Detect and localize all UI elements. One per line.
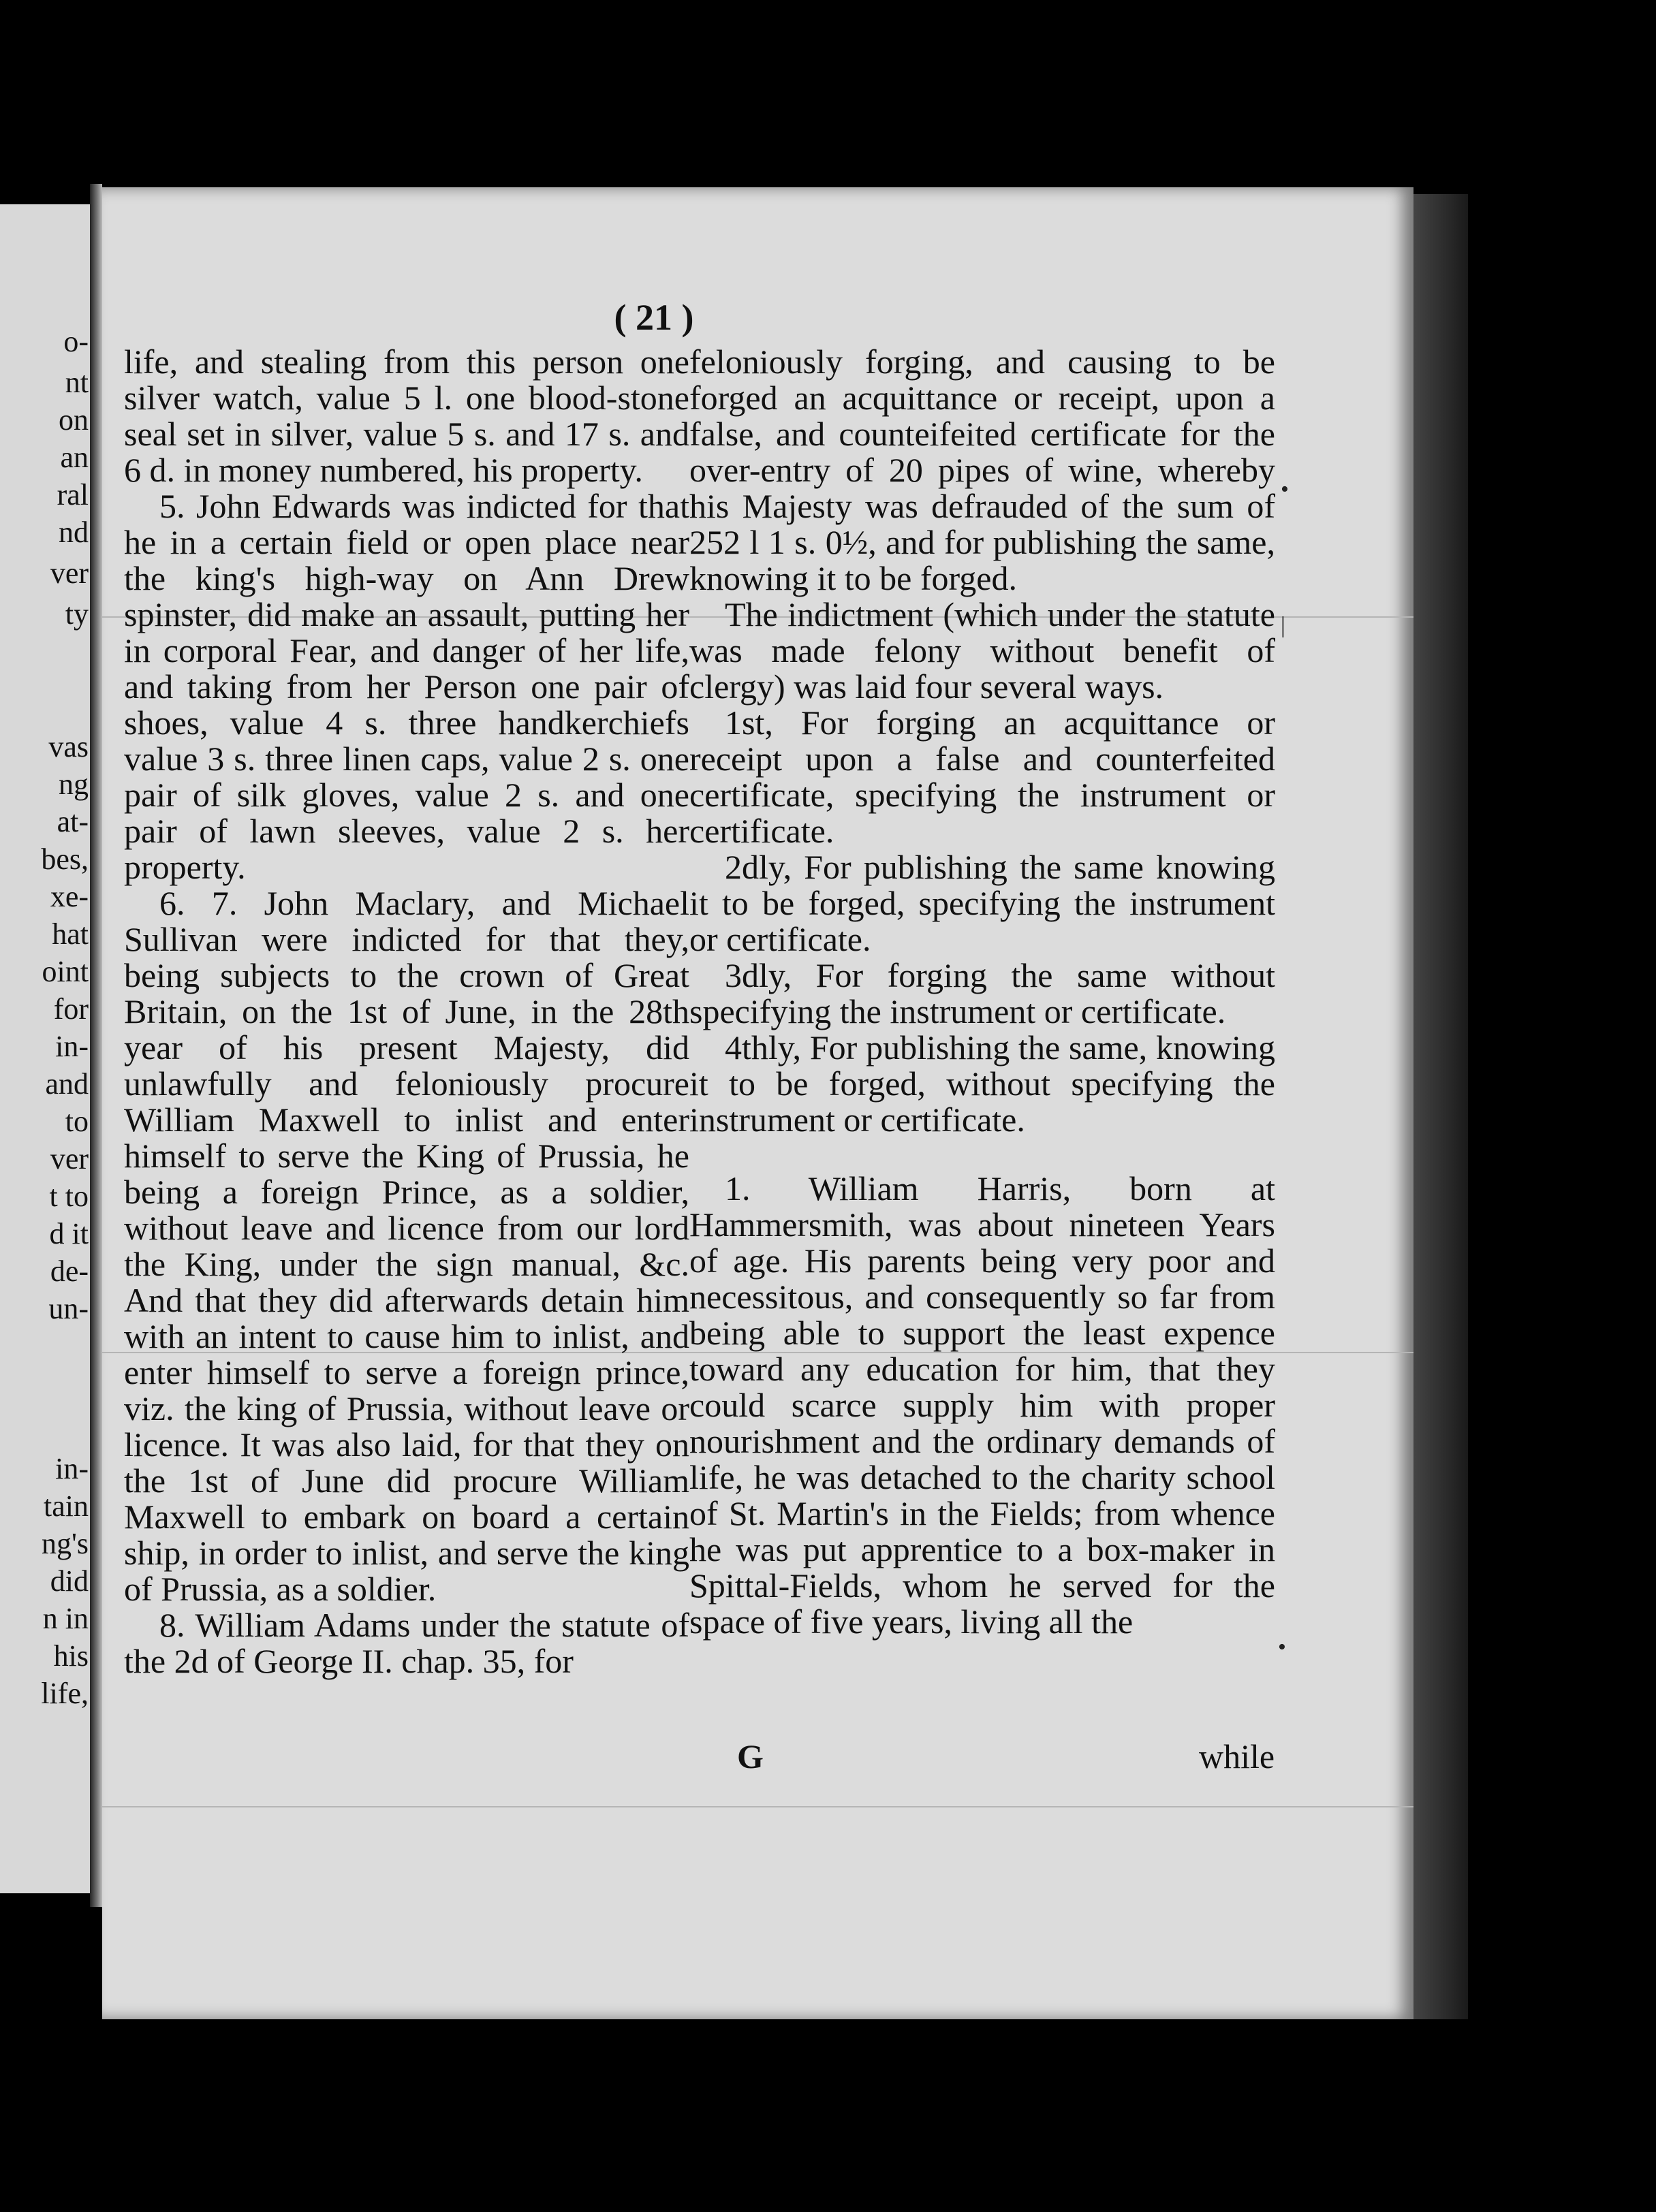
facing-page-fragment bbox=[0, 204, 95, 1893]
facing-page-text-fragment: and bbox=[45, 1067, 89, 1101]
paragraph: 1st, For forging an acquittance or receipt upon a false and counterfeited certificate, specifying the instrument or certificate. bbox=[689, 704, 1275, 850]
facing-page-text-fragment: tain bbox=[44, 1489, 89, 1523]
book-gutter bbox=[90, 184, 102, 1907]
paragraph: 1. William Harris, born at Hammersmith, was about nineteen Years of age. His parents being very poor and necessitous, and consequently so far from being able to support the least expence toward any education for him, that they could scarce supply him with proper nourishment and the ordinary demands of life, he was detached to the charity school of St. Martin's in the Fields; from whence he was put apprentice to a box-maker in Spittal-Fields, whom he served for the space of five years, living all the bbox=[689, 1169, 1275, 1641]
facing-page-text-fragment: ng's bbox=[41, 1527, 89, 1560]
facing-page-text-fragment: did bbox=[50, 1564, 89, 1598]
facing-page-text-fragment: for bbox=[53, 992, 89, 1026]
paragraph: feloniously forging, and causing to be forged an acquittance or receipt, upon a false, and counteifeited certificate for the over-entry of 20 pipes of wine, whereby his Majesty was defrauded of the sum of 252 l 1 s. 0½, and for publishing the same, knowing it to be forged. bbox=[689, 343, 1275, 597]
page-edge-stack bbox=[1413, 194, 1468, 2019]
paragraph: 5. John Edwards was indicted for that he in a certain field or open place near the king's high-way on Ann Drew spinster, did make an assault, putting her in corporal Fear, and danger of her life, and taking from her Person one pair of shoes, value 4 s. three handkerchiefs value 3 s. three linen caps, value 2 s. one pair of silk gloves, value 2 s. and one pair of lawn sleeves, value 2 s. her property. bbox=[124, 487, 689, 886]
ink-speck: • bbox=[1278, 1634, 1286, 1660]
facing-page-text-fragment: nd bbox=[59, 516, 89, 549]
signature-mark: G bbox=[737, 1737, 764, 1775]
facing-page-text-fragment: in- bbox=[55, 1030, 89, 1063]
facing-page-text-fragment: at- bbox=[57, 805, 89, 838]
paragraph: 8. William Adams under the statute of the 2d of George II. chap. 35, for bbox=[124, 1606, 689, 1680]
facing-page-text-fragment: ty bbox=[65, 597, 89, 631]
facing-page-text-fragment: ng bbox=[59, 768, 89, 801]
facing-page-text-fragment: de- bbox=[50, 1254, 89, 1288]
paragraph: 6. 7. John Maclary, and Michael Sullivan were indicted for that they, being subjects to the crown of Great Britain, on the 1st of June, in the 28th year of his present Majesty, did unlawfully and feloniously procure William Maxwell to inlist and enter himself to serve the King of Prussia, he being a foreign Prince, as a soldier, without leave and licence from our lord the King, under the sign manual, &c. And that they did afterwards detain him with an intent to cause him to inlist, and enter himself to serve a foreign prince, viz. the king of Prussia, without leave or licence. It was also laid, for that they on the 1st of June did procure William Maxwell to embark on board a certain ship, in order to inlist, and serve the king of Prussia, as a soldier. bbox=[124, 884, 689, 1608]
scan-rule-line bbox=[102, 1806, 1413, 1807]
facing-page-text-fragment: nt bbox=[65, 366, 89, 399]
facing-page-text-fragment: to bbox=[65, 1105, 89, 1138]
facing-page-text-fragment: n in bbox=[42, 1602, 89, 1635]
facing-page-text-fragment: in- bbox=[55, 1452, 89, 1485]
text-column-left bbox=[124, 344, 689, 1679]
facing-page-text-fragment: oint bbox=[42, 955, 89, 988]
facing-page-text-fragment: ver bbox=[50, 1142, 89, 1175]
facing-page-text-fragment: d it bbox=[49, 1217, 89, 1250]
paragraph: 2dly, For publishing the same knowing it to be forged, specifying the instrument or certificate. bbox=[689, 848, 1275, 958]
facing-page-text-fragment: an bbox=[60, 441, 89, 474]
facing-page-text-fragment: vas bbox=[48, 730, 89, 763]
facing-page-text-fragment: xe- bbox=[50, 880, 89, 913]
facing-page-text-fragment: un- bbox=[48, 1292, 89, 1325]
paragraph: 3dly, For forging the same without specifying the instrument or certificate. bbox=[689, 956, 1275, 1030]
ink-speck: • bbox=[1281, 477, 1289, 502]
paragraph: life, and stealing from this person one silver watch, value 5 l. one blood-stone seal set in silver, value 5 s. and 17 s. and 6 d. in money numbered, his property. bbox=[124, 343, 689, 489]
paragraph: 4thly, For publishing the same, knowing it to be forged, without specifying the instrument or certificate. bbox=[689, 1028, 1275, 1139]
ink-speck: | bbox=[1281, 613, 1285, 638]
facing-page-text-fragment: on bbox=[59, 403, 89, 437]
facing-page-text-fragment: bes, bbox=[41, 842, 89, 876]
facing-page-text-fragment: his bbox=[53, 1639, 89, 1673]
page-number: ( 21 ) bbox=[614, 297, 694, 338]
text-column-right bbox=[689, 344, 1275, 1640]
facing-page-text-fragment: o- bbox=[63, 325, 89, 358]
facing-page-text-fragment: t to bbox=[49, 1180, 89, 1213]
catchword: while bbox=[1199, 1737, 1275, 1775]
paragraph: The indictment (which under the statute was made felony without benefit of clergy) was laid four several ways. bbox=[689, 595, 1275, 706]
facing-page-text-fragment: life, bbox=[41, 1677, 89, 1710]
facing-page-text-fragment: ral bbox=[57, 478, 89, 511]
facing-page-text-fragment: ver bbox=[50, 556, 89, 590]
facing-page-text-fragment: hat bbox=[52, 917, 89, 951]
